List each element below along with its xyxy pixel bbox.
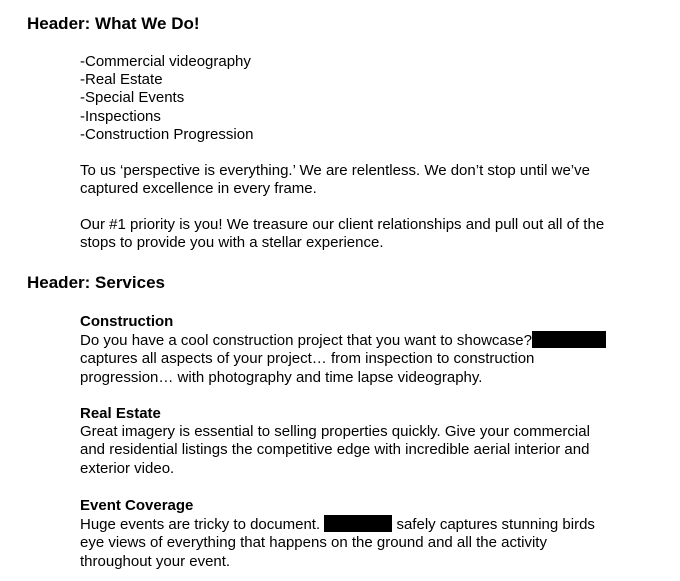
event-coverage-title: Event Coverage bbox=[80, 497, 194, 514]
paragraph-line: Great imagery is essential to selling properties quickly. Give your commercial bbox=[80, 423, 590, 441]
list-item: -Commercial videography bbox=[80, 53, 251, 70]
what-we-do-list bbox=[80, 53, 660, 144]
paragraph-line bbox=[80, 515, 660, 534]
paragraph-line: captures all aspects of your project… from inspection to construction bbox=[80, 350, 535, 368]
paragraph-line: To us ‘perspective is everything.’ We are relentless. We don’t stop until we’ve bbox=[80, 162, 590, 179]
header-what-we-do: Header: What We Do! bbox=[27, 14, 200, 33]
list-item: -Special Events bbox=[80, 89, 185, 107]
event-line-text-a: Huge events are tricky to document. bbox=[80, 516, 321, 534]
redaction-box bbox=[532, 331, 606, 348]
list-item: -Construction Progression bbox=[80, 125, 254, 143]
paragraph-line: and residential listings the competitive edge with incredible aerial interior and bbox=[80, 441, 590, 459]
event-line-text-b: safely captures stunning birds bbox=[396, 516, 595, 534]
real-estate-title: Real Estate bbox=[80, 405, 161, 422]
real-estate-section bbox=[80, 405, 660, 478]
paragraph-line: eye views of everything that happens on the ground and all the activity bbox=[80, 534, 547, 552]
paragraph-line: throughout your event. bbox=[80, 552, 231, 570]
services-list-block bbox=[80, 53, 660, 144]
list-item: -Real Estate bbox=[80, 71, 163, 89]
paragraph-line: progression… with photography and time lapse videography. bbox=[80, 368, 483, 386]
list-item: -Inspections bbox=[80, 107, 161, 125]
header-services: Header: Services bbox=[27, 273, 165, 292]
construction-title: Construction bbox=[80, 313, 174, 330]
perspective-paragraph bbox=[80, 162, 660, 198]
paragraph-line: stops to provide you with a stellar experience. bbox=[80, 234, 384, 252]
paragraph-line: exterior video. bbox=[80, 459, 175, 477]
priority-paragraph bbox=[80, 216, 660, 252]
paragraph-line bbox=[80, 331, 660, 350]
construction-line-text: Do you have a cool construction project that you want to showcase? bbox=[80, 332, 532, 350]
paragraph-line: captured excellence in every frame. bbox=[80, 180, 317, 198]
event-coverage-section bbox=[80, 497, 660, 571]
construction-section bbox=[80, 313, 660, 387]
paragraph-line: Our #1 priority is you! We treasure our client relationships and pull out all of the bbox=[80, 216, 605, 233]
redaction-box bbox=[324, 515, 392, 532]
